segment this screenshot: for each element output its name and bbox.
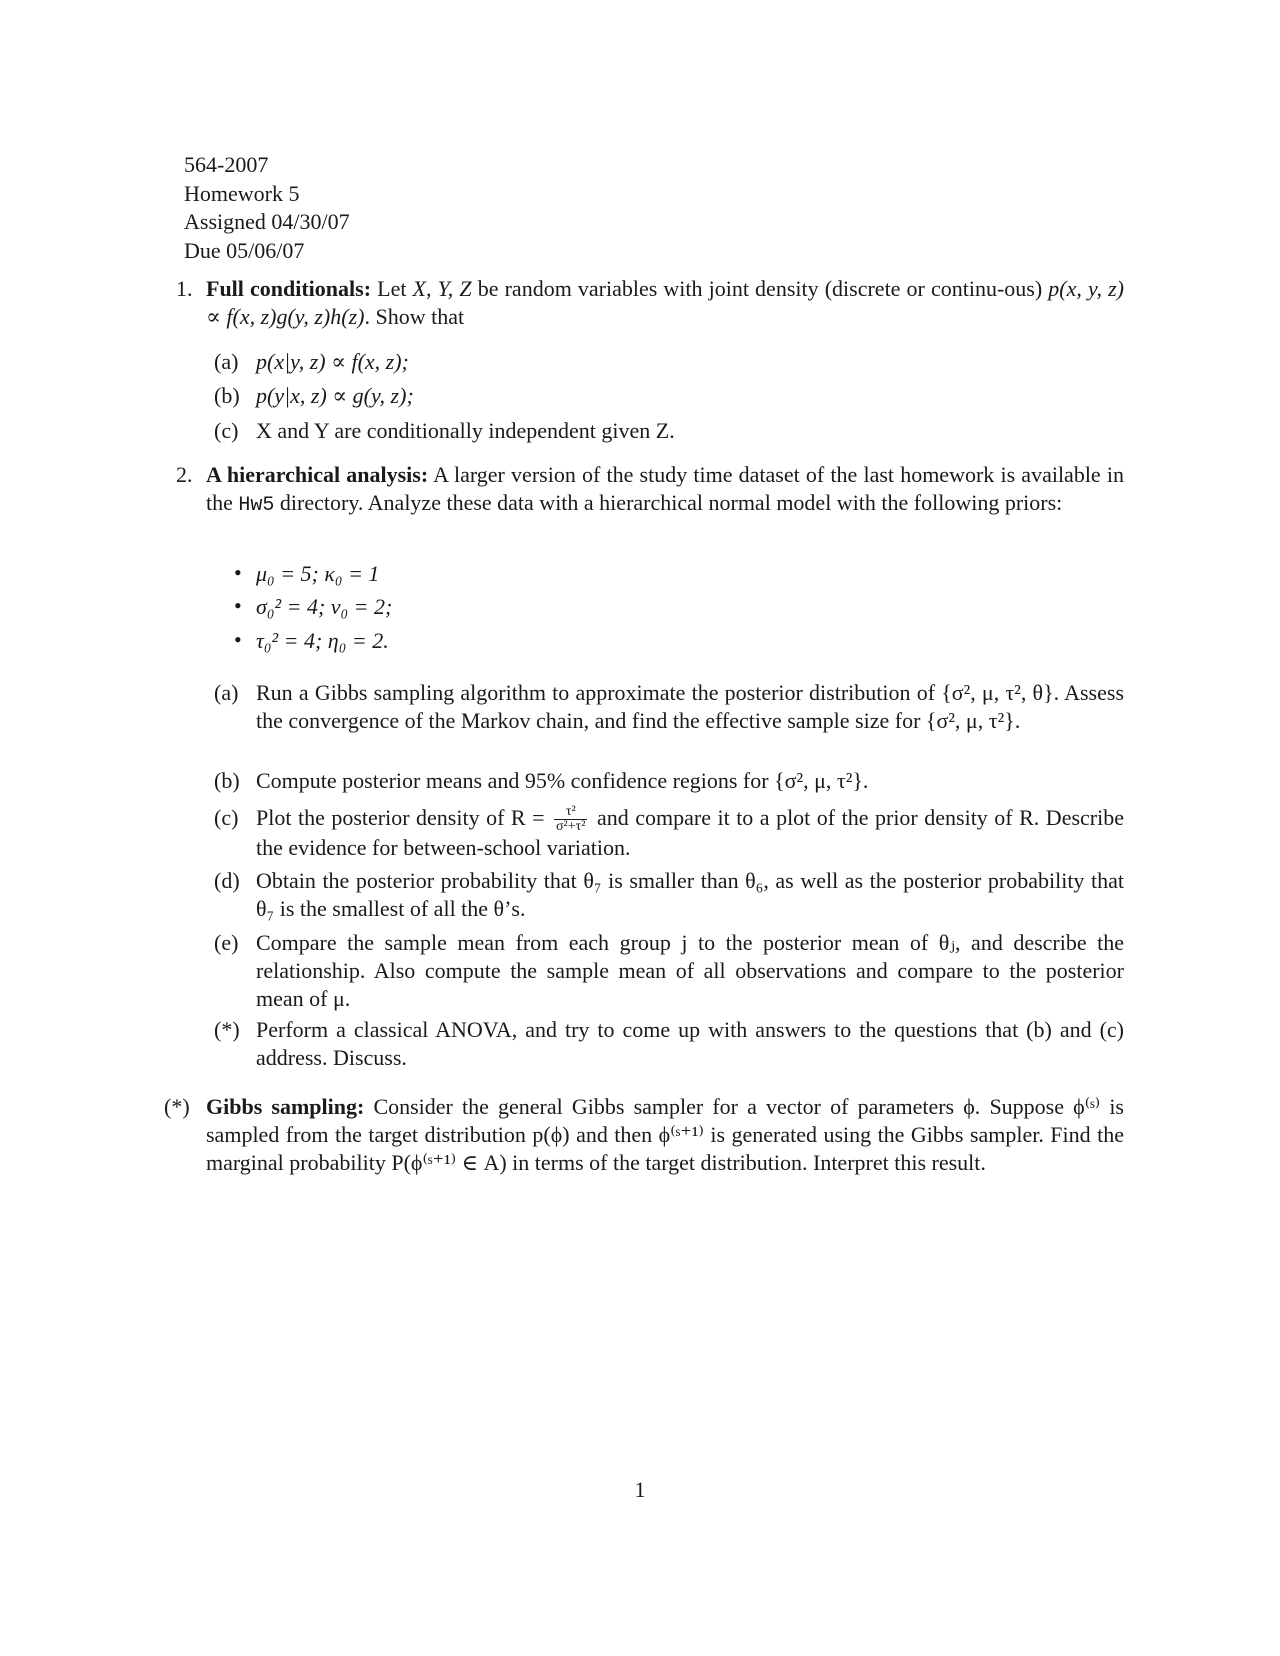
problem-2: 2. A hierarchical analysis: A larger version of the study time dataset of the last homework is available in the Hw5 directory. Analyze these data with a hierarchical normal model with the following priors: [176,462,1124,517]
due-date: Due 05/06/07 [184,237,305,263]
problem-2-item-star: (*) Perform a classical ANOVA, and try to come up with answers to the questions that (b) and (c) address. Discuss. [214,1017,1124,1070]
problem-number: 2. [176,462,193,487]
header-block [184,151,350,265]
problem-2-item-c: (c) Plot the posterior density of R = $\frac{\text{τ²}}{\text{σ²+τ²}}$ and compare it to a plot of the prior density of R. Describe the evidence for between-school variation. [214,804,1124,861]
problem-2-item-b: (b) Compute posterior means and 95% confidence regions for {σ², μ, τ²}. [214,768,869,793]
problem-title: Full conditionals: [206,276,372,301]
bullet-icon: • [234,627,242,652]
assigned-date: Assigned 04/30/07 [184,209,350,234]
problem-number: 1. [176,276,193,301]
problem-2-item-e: (e) Compare the sample mean from each group j to the posterior mean of θⱼ, and describe the relationship. Also compute the sample mean of all observations and compare to the posterior mean of μ. [214,930,1124,1011]
prior-item: • τ₀² = 4; η₀ = 2. [234,627,389,653]
problem-1-item-a: (a) p(x|y, z) ∝ f(x, z); [214,349,409,374]
homework-title: Homework 5 [184,180,300,206]
problem-title: A hierarchical analysis: [206,462,429,487]
problem-2-item-a: (a) Run a Gibbs sampling algorithm to approximate the posterior distribution of {σ², μ, τ², θ}. Assess the convergence of the Markov chain, and find the effective sample size for {σ², μ, τ²}. [214,680,1124,733]
problem-3: (*) Gibbs sampling: Consider the general Gibbs sampler for a vector of parameters ϕ. Suppose ϕ⁽ˢ⁾ is sampled from the target distribution p(ϕ) and then ϕ⁽ˢ⁺¹⁾ is generated using the Gibbs sampler. Find the marginal probability P(ϕ⁽ˢ⁺¹⁾ ∈ A) in terms of the target distribution. Interpret this result. [164,1094,1124,1175]
prior-item: • μ₀ = 5; κ₀ = 1 [234,560,380,586]
problem-2-item-d: (d) Obtain the posterior probability that θ₇ is smaller than θ₆, as well as the posterior probability that θ₇ is the smallest of all the θ’s. [214,868,1124,921]
problem-title: Gibbs sampling: [206,1094,365,1119]
bullet-icon: • [234,560,242,585]
page-number: 1 [634,1477,646,1502]
prior-item: • σ₀² = 4; ν₀ = 2; [234,593,393,619]
directory-name: Hw5 [238,494,275,517]
course-number: 564-2007 [184,152,269,177]
problem-number: (*) [164,1094,190,1119]
problem-1-item-c: (c) X and Y are conditionally independent given Z. [214,418,675,443]
fraction-r: $\frac{\text{τ²}}{\text{σ²+τ²}}$ [556,804,586,835]
problem-1-item-b: (b) p(y|x, z) ∝ g(y, z); [214,383,414,408]
problem-1: 1. Full conditionals: Let X, Y, Z be random variables with joint density (discrete or continu-ous) p(x, y, z) ∝ f(x, z)g(y, z)h(z). Show that [176,276,1125,329]
bullet-icon: • [234,593,242,618]
